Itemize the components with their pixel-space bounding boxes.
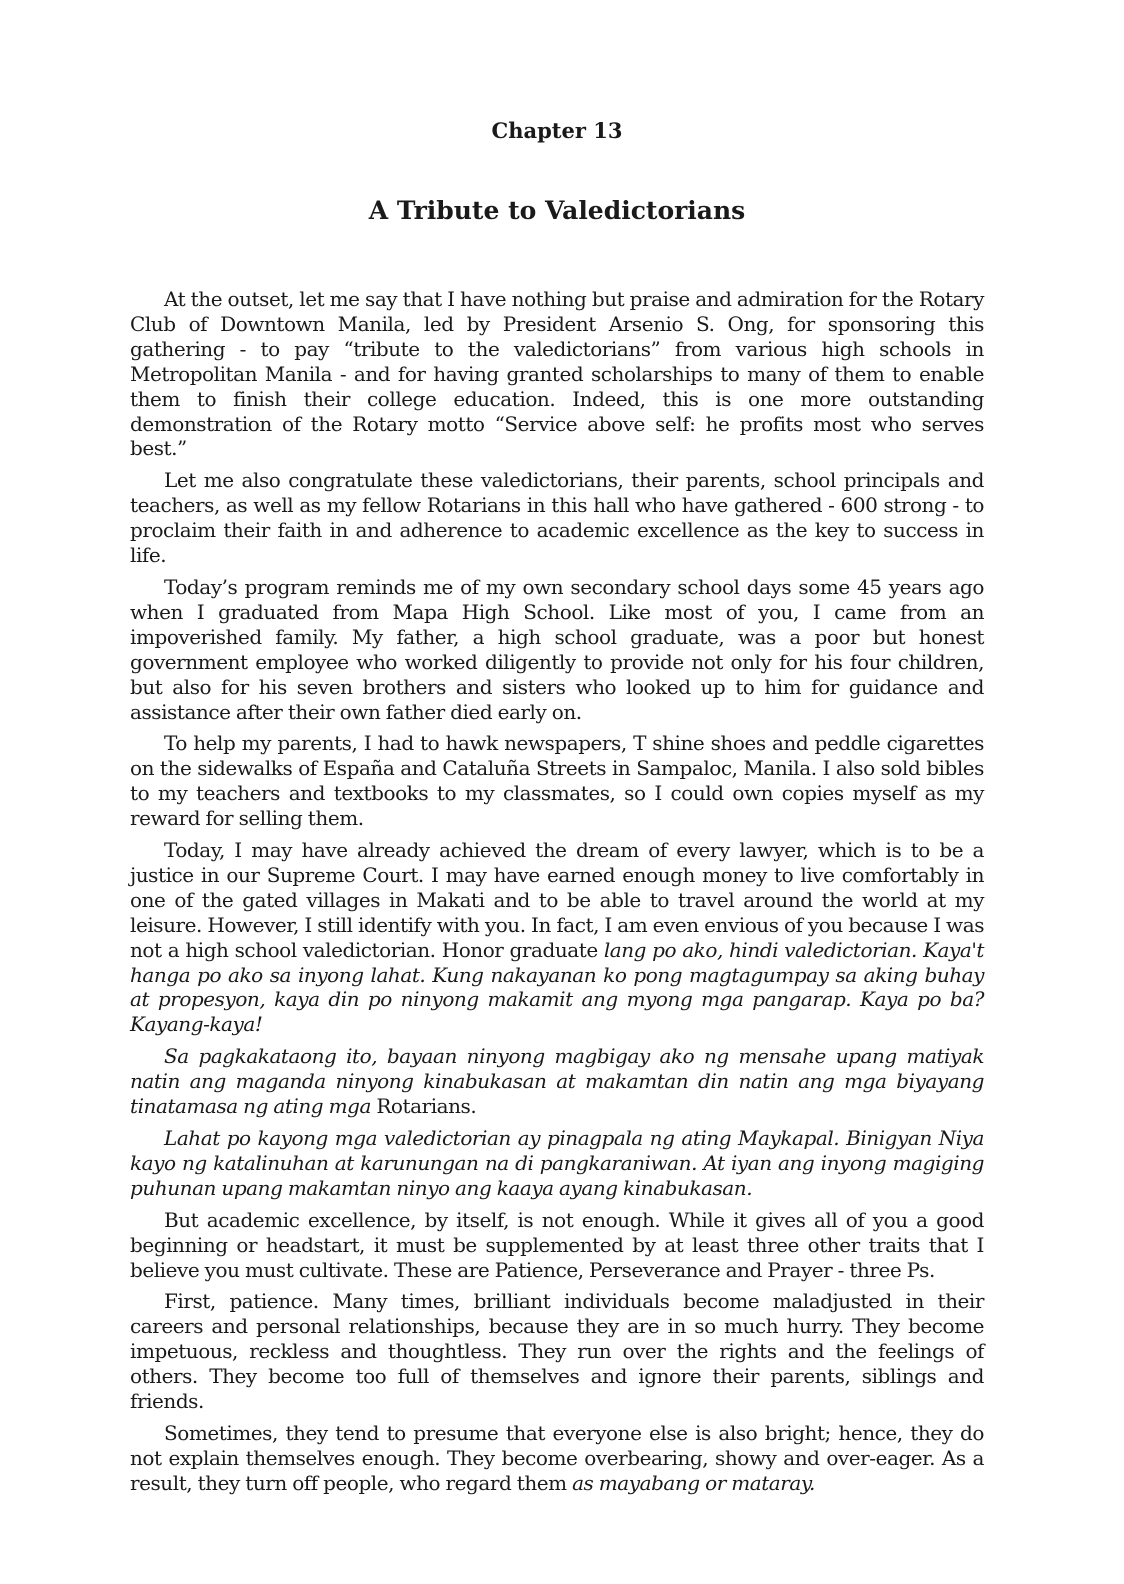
chapter-title: A Tribute to Valedictorians bbox=[368, 196, 746, 225]
paragraph-9: First, patience. Many times, brilliant individuals become maladjusted in their careers and personal relationships, because they are in so much hurry. They become impetuous, reckless and thoughtless. They run over the rights and the feelings of others. They become too full of themselves and ignore their parents, siblings and friends. bbox=[130, 1289, 984, 1414]
paragraph-7: Lahat po kayong mga valedictorian ay pinagpala ng ating Maykapal. Binigyan Niya kayo ng katalinuhan at karunungan na di pangkaraniwan. At iyan ang inyong magiging puhunan upang makamtan ninyo ang kaaya ayang kinabukasan. bbox=[130, 1126, 984, 1200]
paragraph-5: Today, I may have already achieved the dream of every lawyer, which is to be a justice in our Supreme Court. I may have earned enough money to live comfortably in one of the gated villages in Makati and to be able to travel around the world at my leisure. However, I still identify with you. In fact, I am even envious of you because I was not a high school valedictorian. Honor graduate lang po ako, hindi valedictorian. Kaya't hanga po ako sa inyong lahat. Kung nakayanan ko pong magtagumpay sa aking buhay at propesyon, kaya din po ninyong makamit ang myong mga pangarap. Kaya po ba? Kayang-kaya! bbox=[130, 838, 985, 1037]
paragraph-4: To help my parents, I had to hawk newspapers, T shine shoes and peddle cigarettes on the sidewalks of España and Cataluña Streets in Sampaloc, Manila. I also sold bibles to my teachers and textbooks to my classmates, so I could own copies myself as my reward for selling them. bbox=[130, 731, 984, 831]
chapter-body bbox=[130, 287, 984, 1503]
paragraph-1: At the outset, let me say that I have nothing but praise and admiration for the Rotary Club of Downtown Manila, led by President Arsenio S. Ong, for sponsoring this gathering - to pay “tribute to the valedictorians” from various high schools in Metropolitan Manila - and for having granted scholarships to many of them to enable them to finish their college education. Indeed, this is one more outstanding demonstration of the Rotary motto “Service above self: he profits most who serves best.” bbox=[130, 287, 984, 461]
paragraph-10: Sometimes, they tend to presume that everyone else is also bright; hence, they do not explain themselves enough. They become overbearing, showy and over-eager. As a result, they turn off people, who regard them as mayabang or mataray. bbox=[130, 1420, 984, 1495]
paragraph-3: Today’s program reminds me of my own secondary school days some 45 years ago when I graduated from Mapa High School. Like most of you, I came from an impoverished family. My father, a high school graduate, was a poor but honest government employee who worked diligently to provide not only for his four children, but also for his seven brothers and sisters who looked up to him for guidance and assistance after their own father died early on. bbox=[130, 574, 984, 724]
paragraph-2: Let me also congratulate these valedictorians, their parents, school principals and teachers, as well as my fellow Rotarians in this hall who have gathered - 600 strong - to proclaim their faith in and adherence to academic excellence as the key to success in life. bbox=[130, 468, 984, 568]
paragraph-8: But academic excellence, by itself, is not enough. While it gives all of you a good beginning or headstart, it must be supplemented by at least three other traits that I believe you must cultivate. These are Patience, Perseverance and Prayer - three Ps. bbox=[130, 1207, 984, 1282]
chapter-label: Chapter 13 bbox=[491, 118, 623, 143]
paragraph-6: Sa pagkakataong ito, bayaan ninyong magbigay ako ng mensahe upang matiyak natin ang maganda ninyong kinabukasan at makamtan din natin ang mga biyayang tinatamasa ng ating mga Rotarians. bbox=[130, 1044, 984, 1119]
